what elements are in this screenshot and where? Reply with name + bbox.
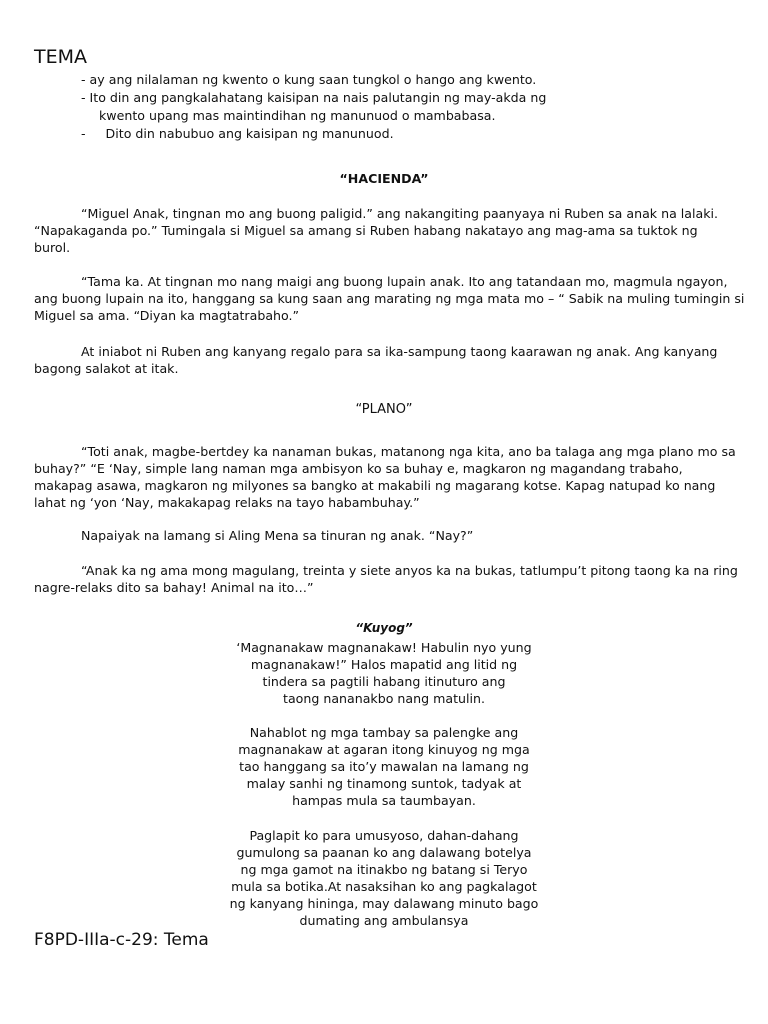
hacienda-paragraph-1: [34, 205, 750, 256]
text-line: ‘Magnanakaw magnanakaw! Habulin nyo yung: [236, 640, 532, 655]
text-line: Miguel sa ama. “Diyan ka magtatrabaho.”: [34, 308, 300, 323]
text-line: buhay?” “E ‘Nay, simple lang naman mga ambisyon ko sa buhay e, magkaron ng magandang trabaho,: [34, 461, 683, 476]
tema-definition-list: [81, 71, 681, 143]
text-line: dumating ang ambulansya: [299, 913, 469, 928]
text-line: burol.: [34, 240, 71, 255]
hacienda-paragraph-3: [34, 343, 750, 377]
tema-definition-line: - Ito din ang pangkalahatang kaisipan na nais palutangin ng may-akda ng: [81, 90, 547, 105]
text-line: lahat ng ‘yon ‘Nay, makakapag relaks na tayo habambuhay.”: [34, 495, 420, 510]
text-line: tao hanggang sa ito’y mawalan na lamang ng: [239, 759, 529, 774]
tema-definition-line: kwento upang mas maintindihan ng manunuod o mambabasa.: [87, 108, 496, 123]
plano-title: “PLANO”: [355, 402, 413, 417]
hacienda-title: “HACIENDA”: [339, 171, 429, 186]
text-line: Nahablot ng mga tambay sa palengke ang: [249, 725, 519, 740]
plano-paragraph-1: [34, 443, 750, 511]
text-line: gumulong sa paanan ko ang dalawang botelya: [236, 845, 532, 860]
text-line: ang buong lupain na ito, hanggang sa kung saan ang marating ng mga mata mo – “ Sabik na muling tumingin si: [34, 291, 745, 306]
text-line: “Toti anak, magbe-bertdey ka nanaman bukas, matanong nga kita, ano ba talaga ang mga plano mo sa: [81, 444, 736, 459]
text-line: nagre-relaks dito sa bahay! Animal na ito…”: [34, 580, 314, 595]
text-line: magnanakaw at agaran itong kinuyog ng mga: [238, 742, 530, 757]
kuyog-stanza-1: [184, 639, 584, 707]
text-line: magnanakaw!” Halos mapatid ang litid ng: [250, 657, 518, 672]
text-line: makapag asawa, magkaron ng milyones sa bangko at makabili ng magarang kotse. Kapag natupad ko nang: [34, 478, 716, 493]
plano-paragraph-3: [34, 562, 750, 596]
competency-code: F8PD-IIIa-c-29: Tema: [34, 930, 209, 950]
kuyog-title: “Kuyog”: [355, 621, 413, 635]
tema-definition-line: - Dito din nabubuo ang kaisipan ng manunuod.: [81, 126, 394, 141]
text-line: malay sanhi ng tinamong suntok, tadyak at: [246, 776, 522, 791]
text-line: bagong salakot at itak.: [34, 361, 179, 376]
text-line: “Tama ka. At tingnan mo nang maigi ang buong lupain anak. Ito ang tatandaan mo, magmula ngayon,: [81, 274, 728, 289]
text-line: “Anak ka ng ama mong magulang, treinta y siete anyos ka na bukas, tatlumpu’t pitong taong ka na ring: [81, 563, 738, 578]
text-line: taong nananakbo nang matulin.: [283, 691, 485, 706]
text-line: tindera sa pagtili habang itinuturo ang: [262, 674, 506, 689]
plano-paragraph-2: [34, 527, 750, 544]
text-line: At iniabot ni Ruben ang kanyang regalo para sa ika-sampung taong kaarawan ng anak. Ang kanyang: [81, 344, 718, 359]
text-line: mula sa botika.At nasaksihan ko ang pagkalagot: [231, 879, 537, 894]
text-line: Napaiyak na lamang si Aling Mena sa tinuran ng anak. “Nay?”: [81, 528, 474, 543]
text-line: Paglapit ko para umusyoso, dahan-dahang: [249, 828, 519, 843]
text-line: “Miguel Anak, tingnan mo ang buong paligid.” ang nakangiting paanyaya ni Ruben sa anak na lalaki.: [81, 206, 719, 221]
hacienda-paragraph-2: [34, 273, 750, 324]
page-title: TEMA: [34, 46, 88, 68]
tema-definition-line: - ay ang nilalaman ng kwento o kung saan tungkol o hango ang kwento.: [81, 72, 537, 87]
text-line: ng kanyang hininga, may dalawang minuto bago: [229, 896, 539, 911]
text-line: hampas mula sa taumbayan.: [292, 793, 476, 808]
text-line: ng mga gamot na itinakbo ng batang si Teryo: [240, 862, 528, 877]
kuyog-stanza-2: [184, 724, 584, 809]
kuyog-stanza-3: [184, 827, 584, 929]
text-line: “Napakaganda po.” Tumingala si Miguel sa amang si Ruben habang nakatayo ang mag-ama sa tuktok ng: [34, 223, 698, 238]
